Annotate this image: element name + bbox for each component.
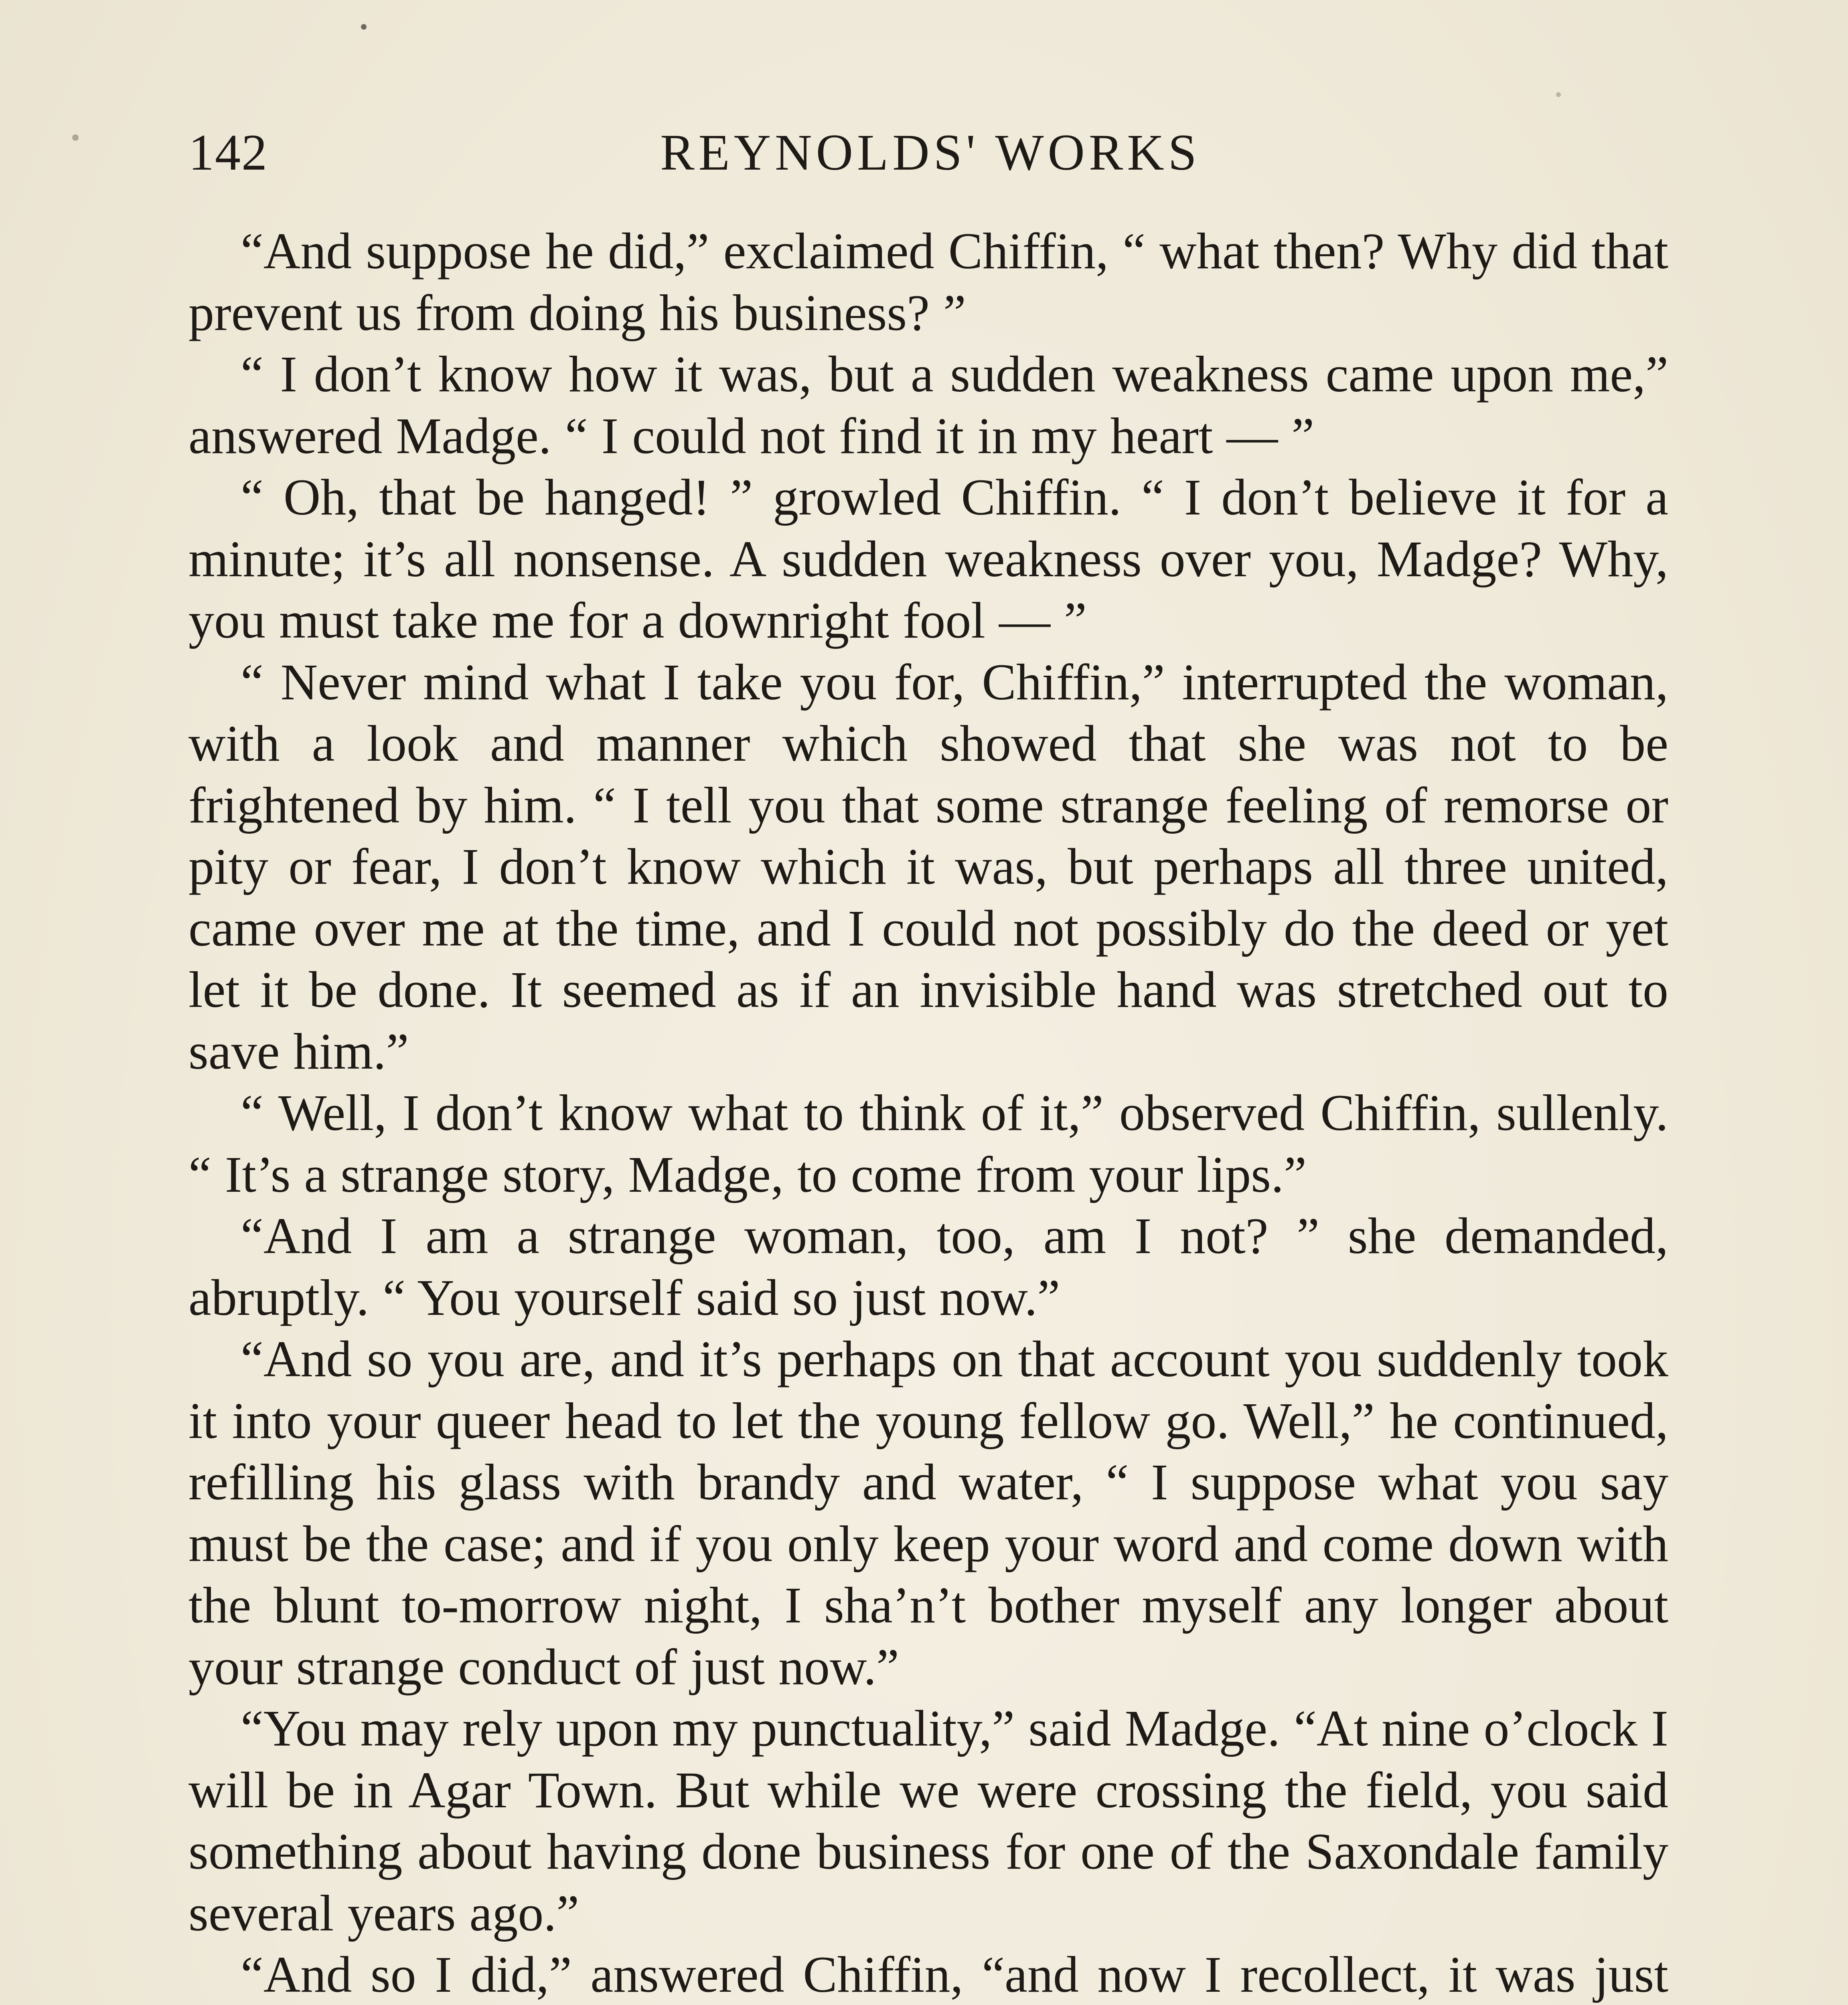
paragraph: “And so you are, and it’s perhaps on that account you suddenly took it into your queer head to let the young fellow go. Well,” he continued, refilling his glass with brandy and water, “ I suppose what you say must be the case; and if you only keep your word and come down with the blunt to-morrow night, I sha’n’t bother myself any longer about your strange conduct of just now.” — [188, 1331, 1668, 1695]
paragraph: “And I am a strange woman, too, am I not? ” she demanded, abruptly. “ You yourself said so just now.” — [188, 1207, 1668, 1326]
running-head: REYNOLDS' WORKS — [660, 124, 1201, 181]
paragraph: “ Oh, that be hanged! ” growled Chiffin. “ I don’t believe it for a minute; it’s all nonsense. A sudden weakness over you, Madge? Why, you must take me for a downright fool — ” — [188, 469, 1668, 649]
ink-speck — [1556, 92, 1561, 97]
paragraph: “You may rely upon my punctuality,” said Madge. “At nine o’clock I will be in Agar Town. But while we were crossing the field, you said something about having done business for one of the Saxondale family several years ago.” — [188, 1700, 1668, 1942]
body-text — [188, 221, 1668, 2005]
paragraph: “ Well, I don’t know what to think of it,” observed Chiffin, sullenly. “ It’s a strange story, Madge, to come from your lips.” — [188, 1084, 1668, 1203]
paragraph: “And so I did,” answered Chiffin, “and now I recollect, it was just — [241, 1946, 1668, 2003]
page-header — [188, 116, 1672, 188]
page-number: 142 — [188, 124, 268, 181]
ink-speck — [361, 24, 367, 30]
ink-speck — [72, 134, 79, 141]
paragraph: “ Never mind what I take you for, Chiffin,” interrupted the woman, with a look and manner which showed that she was not to be frightened by him. “ I tell you that some strange feeling of remorse or pity or fear, I don’t know which it was, but perhaps all three united, came over me at the time, and I could not possibly do the deed or yet let it be done. It seemed as if an invisible hand was stretched out to save him.” — [188, 653, 1668, 1080]
paragraph: “And suppose he did,” exclaimed Chiffin, “ what then? Why did that prevent us from doing his business? ” — [188, 223, 1668, 341]
paragraph: “ I don’t know how it was, but a sudden weakness came upon me,” answered Madge. “ I could not find it in my heart — ” — [188, 346, 1668, 464]
